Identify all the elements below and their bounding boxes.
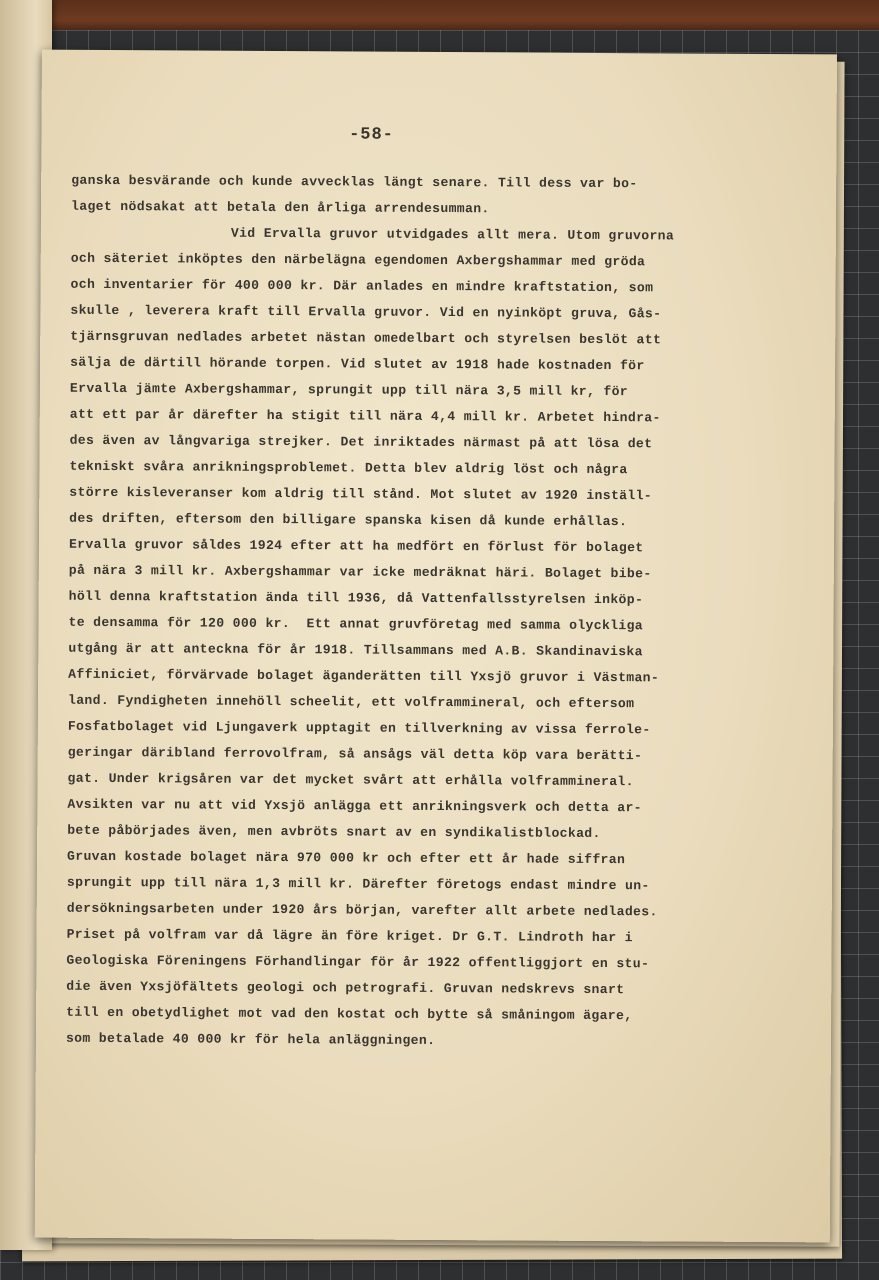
text-line: Affiniciet, förvärvade bolaget äganderätten till Yxsjö gruvor i Västman- — [68, 666, 660, 686]
typewritten-page — [35, 50, 837, 1243]
text-line: utgång är att anteckna för år 1918. Tillsammans med A.B. Skandinaviska — [68, 640, 643, 660]
text-line: höll denna kraftstation ända till 1936, då Vattenfallsstyrelsen inköp- — [68, 588, 644, 608]
text-line: ganska besvärande och kunde avvecklas längt senare. Till dess var bo- — [71, 172, 638, 192]
text-line: till en obetydlighet mot vad den kostat och bytte så småningom ägare, — [66, 1004, 633, 1024]
text-line: Priset på volfram var då lägre än före kriget. Dr G.T. Lindroth har i — [66, 926, 633, 946]
text-line: geringar däribland ferrovolfram, så ansågs väl detta köp vara berätti- — [67, 744, 643, 764]
text-line: des även av långvariga strejker. Det inriktades närmast på att lösa det — [69, 432, 653, 452]
page-number: -58- — [349, 125, 394, 145]
text-line: Fosfatbolaget vid Ljungaverk upptagit en tillverkning av vissa ferrole- — [67, 718, 651, 738]
text-line: sälja de därtill hörande torpen. Vid slutet av 1918 hade kostnaden för — [70, 354, 645, 374]
text-line: gat. Under krigsåren var det mycket svårt att erhålla volframmineral. — [67, 770, 634, 790]
text-line: land. Fyndigheten innehöll scheelit, ett volframmineral, och eftersom — [67, 692, 635, 712]
text-line: Ervalla gruvor såldes 1924 efter att ha medfört en förlust för bolaget — [68, 536, 644, 556]
text-line: Geologiska Föreningens Förhandlingar för år 1922 offentliggjort en stu- — [66, 952, 650, 972]
text-line: bete påbörjades även, men avbröts snart av en syndikalistblockad. — [67, 822, 601, 841]
text-line: Ervalla jämte Axbergshammar, sprungit upp till nära 3,5 mill kr, för — [69, 380, 629, 400]
text-line: större kisleveranser kom aldrig till stånd. Mot slutet av 1920 inställ- — [69, 484, 653, 504]
text-line: Vid Ervalla gruvor utvidgades allt mera. Utom gruvorna — [230, 225, 675, 244]
text-line: des driften, eftersom den billigare spanska kisen då kunde erhållas. — [69, 510, 628, 530]
text-line: och inventarier för 400 000 kr. Där anlades en mindre kraftstation, som — [70, 276, 654, 296]
text-line: sprungit upp till nära 1,3 mill kr. Därefter företogs endast mindre un- — [66, 874, 650, 894]
text-line: skulle , leverera kraft till Ervalla gruvor. Vid en nyinköpt gruva, Gås- — [70, 302, 662, 322]
text-line: tekniskt svåra anrikningsproblemet. Detta blev aldrig löst och några — [69, 458, 628, 478]
text-line: Gruvan kostade bolaget nära 970 000 kr och efter ett år hade siffran — [67, 848, 626, 868]
desk-edge — [0, 0, 879, 34]
text-line: die även Yxsjöfältets geologi och petrografi. Gruvan nedskrevs snart — [66, 978, 625, 998]
text-line: tjärnsgruvan nedlades arbetet nästan omedelbart och styrelsen beslöt att — [70, 328, 662, 348]
text-line: att ett par år därefter ha stigit till nära 4,4 mill kr. Arbetet hindra- — [69, 406, 661, 426]
text-line: och säteriet inköptes den närbelägna egendomen Axbergshammar med gröda — [70, 250, 646, 270]
text-line: te densamma för 120 000 kr. Ett annat gruvföretag med samma olyckliga — [68, 614, 644, 634]
text-line: på nära 3 mill kr. Axbergshammar var icke medräknat häri. Bolaget bibe- — [68, 562, 652, 582]
text-line: som betalade 40 000 kr för hela anläggningen. — [65, 1030, 436, 1048]
page-body — [66, 168, 831, 1057]
text-line: dersökningsarbeten under 1920 års början, varefter allt arbete nedlades. — [66, 900, 658, 920]
text-line: Avsikten var nu att vid Yxsjö anlägga ett anrikningsverk och detta ar- — [67, 796, 642, 816]
text-line: laget nödsakat att betala den årliga arrendesumman. — [71, 198, 490, 217]
